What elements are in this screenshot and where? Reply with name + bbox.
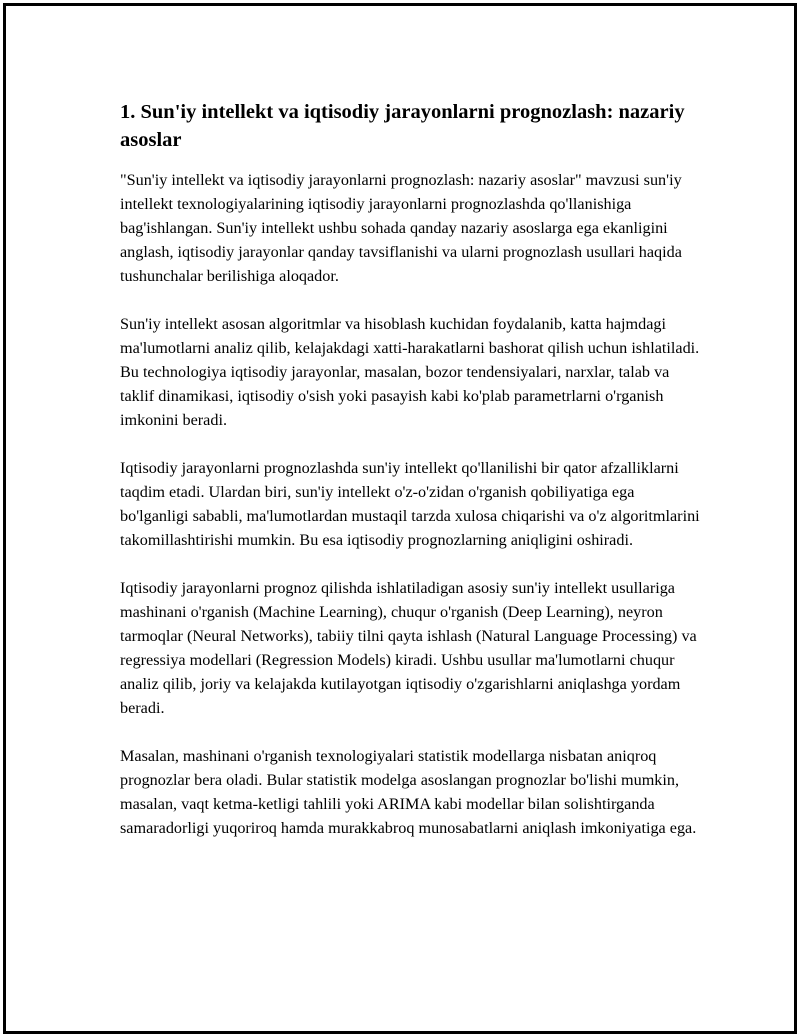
paragraph-1: "Sun'iy intellekt va iqtisodiy jarayonlarni prognozlash: nazariy asoslar" mavzusi sun'iy intellekt texnologiyalarining iqtisodiy jarayonlarni prognozlashda qo'llanishiga bag'ishlangan. Sun'iy intellekt ushbu sohada qanday nazariy asoslarga ega ekanligini anglash, iqtisodiy jarayonlar qanday tavsiflanishi va ularni prognozlash usullari haqida tushunchalar berilishiga aloqador. bbox=[120, 171, 682, 285]
document-body bbox=[120, 98, 705, 864]
paragraph-5: Masalan, mashinani o'rganish texnologiyalari statistik modellarga nisbatan aniqroq prognozlar bera oladi. Bular statistik modelga asoslangan prognozlar bo'lishi mumkin, masalan, vaqt ketma-ketligi tahlili yoki ARIMA kabi modellar bilan solishtirganda samaradorligi yuqoriroq hamda murakkabroq munosabatlarni aniqlash imkoniyatiga ega. bbox=[120, 747, 697, 837]
paragraph-4: Iqtisodiy jarayonlarni prognoz qilishda ishlatiladigan asosiy sun'iy intellekt usullariga mashinani o'rganish (Machine Learning), chuqur o'rganish (Deep Learning), neyron tarmoqlar (Neural Networks), tabiiy tilni qayta ishlash (Natural Language Processing) va regressiya modellari (Regression Models) kiradi. Ushbu usullar ma'lumotlarni chuqur analiz qilib, joriy va kelajakda kutilayotgan iqtisodiy o'zgarishlarni aniqlashga yordam beradi. bbox=[120, 579, 697, 717]
paragraph-3: Iqtisodiy jarayonlarni prognozlashda sun'iy intellekt qo'llanilishi bir qator afzalliklarni taqdim etadi. Ulardan biri, sun'iy intellekt o'z-o'zidan o'rganish qobiliyatiga ega bo'lganligi sababli, ma'lumotlardan mustaqil tarzda xulosa chiqarishi va o'z algoritmlarini takomillashtirishi mumkin. Bu esa iqtisodiy prognozlarning aniqligini oshiradi. bbox=[120, 459, 700, 549]
section-heading: 1. Sun'iy intellekt va iqtisodiy jarayonlarni prognozlash: nazariy asoslar bbox=[120, 101, 685, 151]
document-page bbox=[3, 3, 797, 1034]
paragraph-2: Sun'iy intellekt asosan algoritmlar va hisoblash kuchidan foydalanib, katta hajmdagi ma'lumotlarni analiz qilib, kelajakdagi xatti-harakatlarni bashorat qilish uchun ishlatiladi. Bu technologiya iqtisodiy jarayonlar, masalan, bozor tendensiyalari, narxlar, talab va taklif dinamikasi, iqtisodiy o'sish yoki pasayish kabi ko'plab parametrlarni o'rganish imkonini beradi. bbox=[120, 315, 700, 429]
